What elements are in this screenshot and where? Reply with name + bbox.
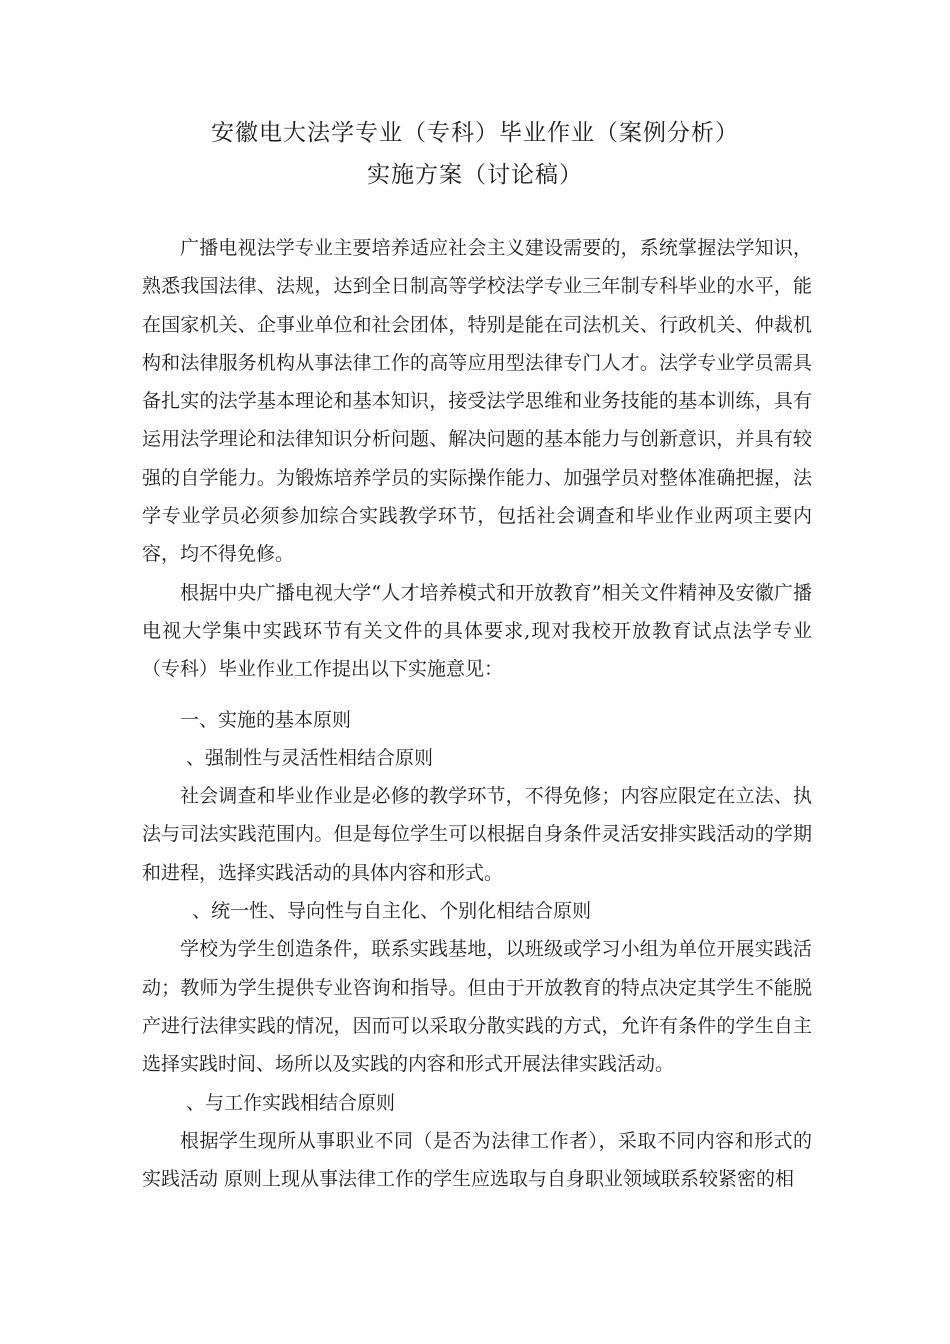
subsection-text-1: 社会调查和毕业作业是必修的教学环节，不得免修；内容应限定在立法、执法与司法实践范围内。但是每位学生可以根据自身条件灵活安排实践活动的学期和进程，选择实践活动的具体内容和形式。 xyxy=(142,785,812,884)
document-title-line-1: 安徽电大法学专业（专科）毕业作业（案例分析） xyxy=(211,120,739,146)
section-heading-principles: 一、实施的基本原则 xyxy=(180,708,352,731)
document-body xyxy=(142,229,812,1198)
intro-paragraph-2: 根据中央广播电视大学“人才培养模式和开放教育”相关文件精神及安徽广播电视大学集中实践环节有关文件的具体要求,现对我校开放教育试点法学专业（专科）毕业作业工作提出以下实施意见： xyxy=(142,581,812,681)
subsection-heading-1: 、强制性与灵活性相结合原则 xyxy=(180,746,434,769)
intro-paragraph-1: 广播电视法学专业主要培养适应社会主义建设需要的，系统掌握法学知识，熟悉我国法律、法规，达到全日制高等学校法学专业三年制专科毕业的水平，能在国家机关、企事业单位和社会团体，特别是能在司法机关、行政机关、仲裁机构和法律服务机构从事法律工作的高等应用型法律专门人才。法学专业学员需具备扎实的法学基本理论和基本知识，接受法学思维和业务技能的基本训练，具有运用法学理论和法律知识分析问题、解决问题的基本能力与创新意识，并具有较强的自学能力。为锻炼培养学员的实际操作能力、加强学员对整体准确把握，法学专业学员必须参加综合实践教学环节，包括社会调查和毕业作业两项主要内容，均不得免修。 xyxy=(142,237,812,566)
subsection-heading-2: 、统一性、导向性与自主化、个别化相结合原则 xyxy=(180,900,592,923)
subsection-text-2: 学校为学生创造条件，联系实践基地，以班级或学习小组为单位开展实践活动；教师为学生提供专业咨询和指导。但由于开放教育的特点决定其学生不能脱产进行法律实践的情况，因而可以采取分散实践的方式，允许有条件的学生自主选择实践时间、场所以及实践的内容和形式开展法律实践活动。 xyxy=(142,938,812,1076)
subsection-heading-3: 、与工作实践相结合原则 xyxy=(180,1091,396,1114)
document-title-line-2: 实施方案（讨论稿） xyxy=(367,162,583,188)
subsection-text-3: 根据学生现所从事职业不同（是否为法律工作者），采取不同内容和形式的实践活动 原则上现从事法律工作的学生应选取与自身职业领域联系较紧密的相 xyxy=(142,1129,812,1191)
